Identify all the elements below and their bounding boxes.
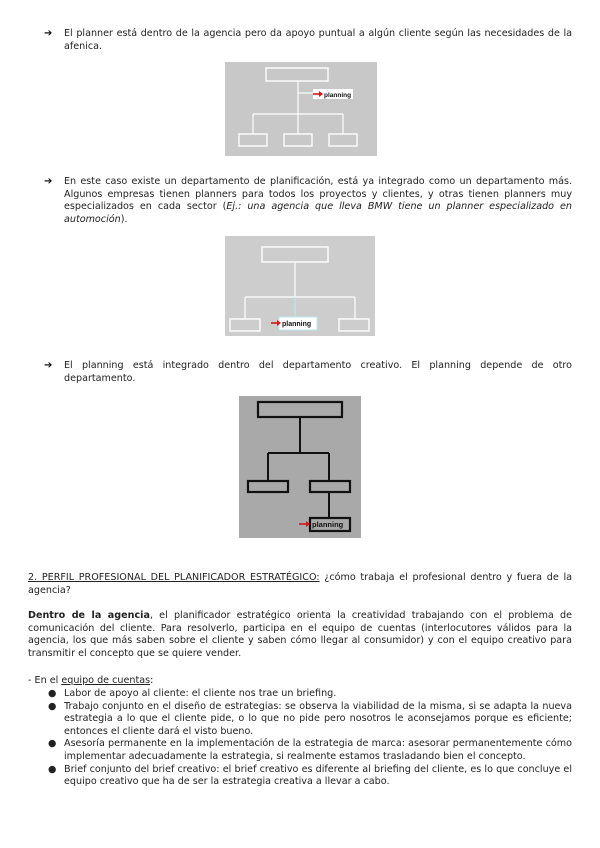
arrow-item-2 (44, 176, 572, 226)
org-chart-figure-1 (225, 62, 377, 156)
equipo-cuentas-list (46, 688, 572, 789)
org-chart-figure-2 (225, 236, 375, 336)
item-1-text: El planner está dentro de la agencia pero da apoyo puntual a algún cliente según las necesidades de la afenica. (64, 28, 572, 52)
planning-label: planning (282, 321, 312, 328)
list-item: ● Trabajo conjunto en el diseño de estrategias: se observa la viabilidad de la misma, si se adapta la nueva estrategia a lo que el cliente pide, o lo que no pide pero nosotros le aconsejamos porque es eficiente; entonces el cliente dará el visto bueno. (48, 700, 572, 737)
item-2-text: En este caso existe un departamento de planificación, está ya integrado como un departamento más. Algunos empresas tienen planners para todos los proyectos y clientes, y otras tienen planners muy especializados en cada sector (Ej.: una agencia que lleva BMW tiene un planner especializado en automoción). (64, 176, 572, 225)
planning-label: planning (312, 520, 344, 529)
list-item: ● Asesoría permanente en la implementación de la estrategia de marca: asesorar permanentemente cómo implementar adecuadamente la estrategia, si realmente estamos trasladando bien el concepto. (48, 738, 572, 762)
equipo-cuentas-label: - En el equipo de cuentas: (28, 675, 154, 686)
item-3-text: El planning está integrado dentro del departamento creativo. El planning depende de otro departamento. (64, 360, 572, 384)
planning-label: planning (324, 92, 352, 99)
arrow-bullet-icon: ➔ (44, 28, 53, 39)
bullet-icon: ● (48, 763, 57, 775)
bullet-icon: ● (48, 700, 57, 712)
list-item: ● Brief conjunto del brief creativo: el brief creativo es diferente al briefing del cliente, es lo que concluye el equipo creativo que ha de ser la estrategia creativa a llevar a cabo. (48, 763, 572, 788)
bullet-icon: ● (48, 738, 57, 750)
list-item: ● Labor de apoyo al cliente: el cliente nos trae un briefing. (48, 688, 337, 699)
arrow-item-1 (44, 28, 572, 53)
arrow-bullet-icon: ➔ (44, 176, 53, 187)
bullet-icon: ● (48, 688, 57, 699)
org-chart-figure-3 (239, 396, 361, 538)
section-2-heading: 2. PERFIL PROFESIONAL DEL PLANIFICADOR ESTRATÉGICO: ¿cómo trabaja el profesional dentro y fuera de la agencia? (28, 572, 572, 596)
arrow-item-3 (44, 360, 572, 385)
dentro-agencia-paragraph: Dentro de la agencia, el planificador estratégico orienta la creatividad trabajando con el problema de comunicación del cliente. Para resolverlo, participa en el equipo de cuentas (interlocutores válidos para la agencia, los que más saben sobre el cliente y saben cómo llegar al consumidor) y con el equipo creativo para transmitir el concepto que se quiere vender. (28, 610, 572, 659)
arrow-bullet-icon: ➔ (44, 360, 53, 371)
